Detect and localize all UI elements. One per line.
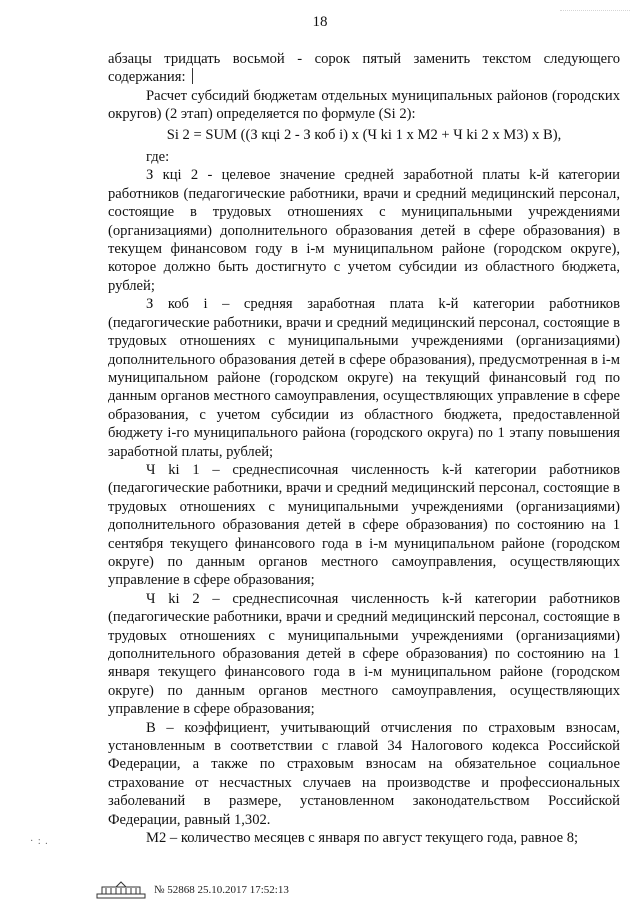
definition-zkc: З кцi 2 - целевое значение средней заработной платы k-й категории работников (педагогические работники, врачи и средний медицинский персонал, состоящие в трудовых отношениях с муниципальными учреждениями (организациями) дополнительного образования детей в сфере образования) в текущем финансовом году в i-м муниципальном районе (городском округе), которое должно быть достигнуто с учетом субсидии из областного бюджета, рублей; [108,167,620,294]
registration-stamp: № 52868 25.10.2017 17:52:13 [154,884,289,896]
intro-text: абзацы тридцать восьмой - сорок пятый заменить текстом следующего содержания: [108,51,620,86]
definition-m2: М2 – количество месяцев с января по август текущего года, равное 8; [146,830,579,847]
calc-paragraph: Расчет субсидий бюджетам отдельных муниципальных районов (городских округов) (2 этап) определяется по формуле (Si 2): [108,87,620,123]
building-seal-icon [96,881,146,899]
text-cursor-mark [192,68,193,84]
formula: Si 2 = SUM ((З кцi 2 - З коб i) х (Ч ki 1 х М2 + Ч ki 2 х М3) х В), [166,126,562,143]
definition-chki2: Ч ki 2 – среднесписочная численность k-й категории работников (педагогические работники, врачи и средний медицинский персонал, состоящие в трудовых отношениях с муниципальными учреждениями (организациями) дополнительного образования детей в сфере образования) по состоянию на 1 января текущего финансового года в i-м муниципальном районе (городском округе) по данным органов местного самоуправления, осуществляющих управление в сфере образования; [108,590,620,718]
definition-b: В – коэффициент, учитывающий отчисления по страховым взносам, установленным в соответствии с главой 34 Налогового кодекса Российской Федерации, а также по страховым взносам на обязательное социальное страхование от несчастных случаев на производстве и профессиональных заболеваний в размере, установленном законодательством Российской Федерации, равный 1,302. [108,719,620,828]
intro-paragraph [108,50,620,87]
scan-artifact [560,10,630,19]
scan-artifact-dots: · : . [30,836,49,847]
page-number: 18 [312,14,328,30]
where-label: где: [146,149,170,166]
definition-zkob: З коб i – средняя заработная плата k-й категории работников (педагогические работники, врачи и средний медицинский персонал, состоящие в трудовых отношениях с муниципальными учреждениями (организациями) дополнительного образования детей в сфере образования), предусмотренная в i-м муниципальном районе (городском округе) на текущий финансовый год по данным органов местного самоуправления, осуществляющих управление в сфере образования, с учетом субсидии из областного бюджета, предоставленной бюджету i-го муниципального района (городского округа) по 1 этапу повышения заработной платы, рублей; [108,296,620,460]
definition-chki1: Ч ki 1 – среднесписочная численность k-й категории работников (педагогические работники, врачи и средний медицинский персонал, состоящие в трудовых отношениях с муниципальными учреждениями (организациями) дополнительного образования детей в сфере образования) по состоянию на 1 сентября текущего финансового года в i-м муниципальном районе (городском округе) по данным органов местного самоуправления, осуществляющих управление в сфере образования; [108,461,620,589]
document-body [108,50,620,847]
footer-stamp [96,880,289,900]
